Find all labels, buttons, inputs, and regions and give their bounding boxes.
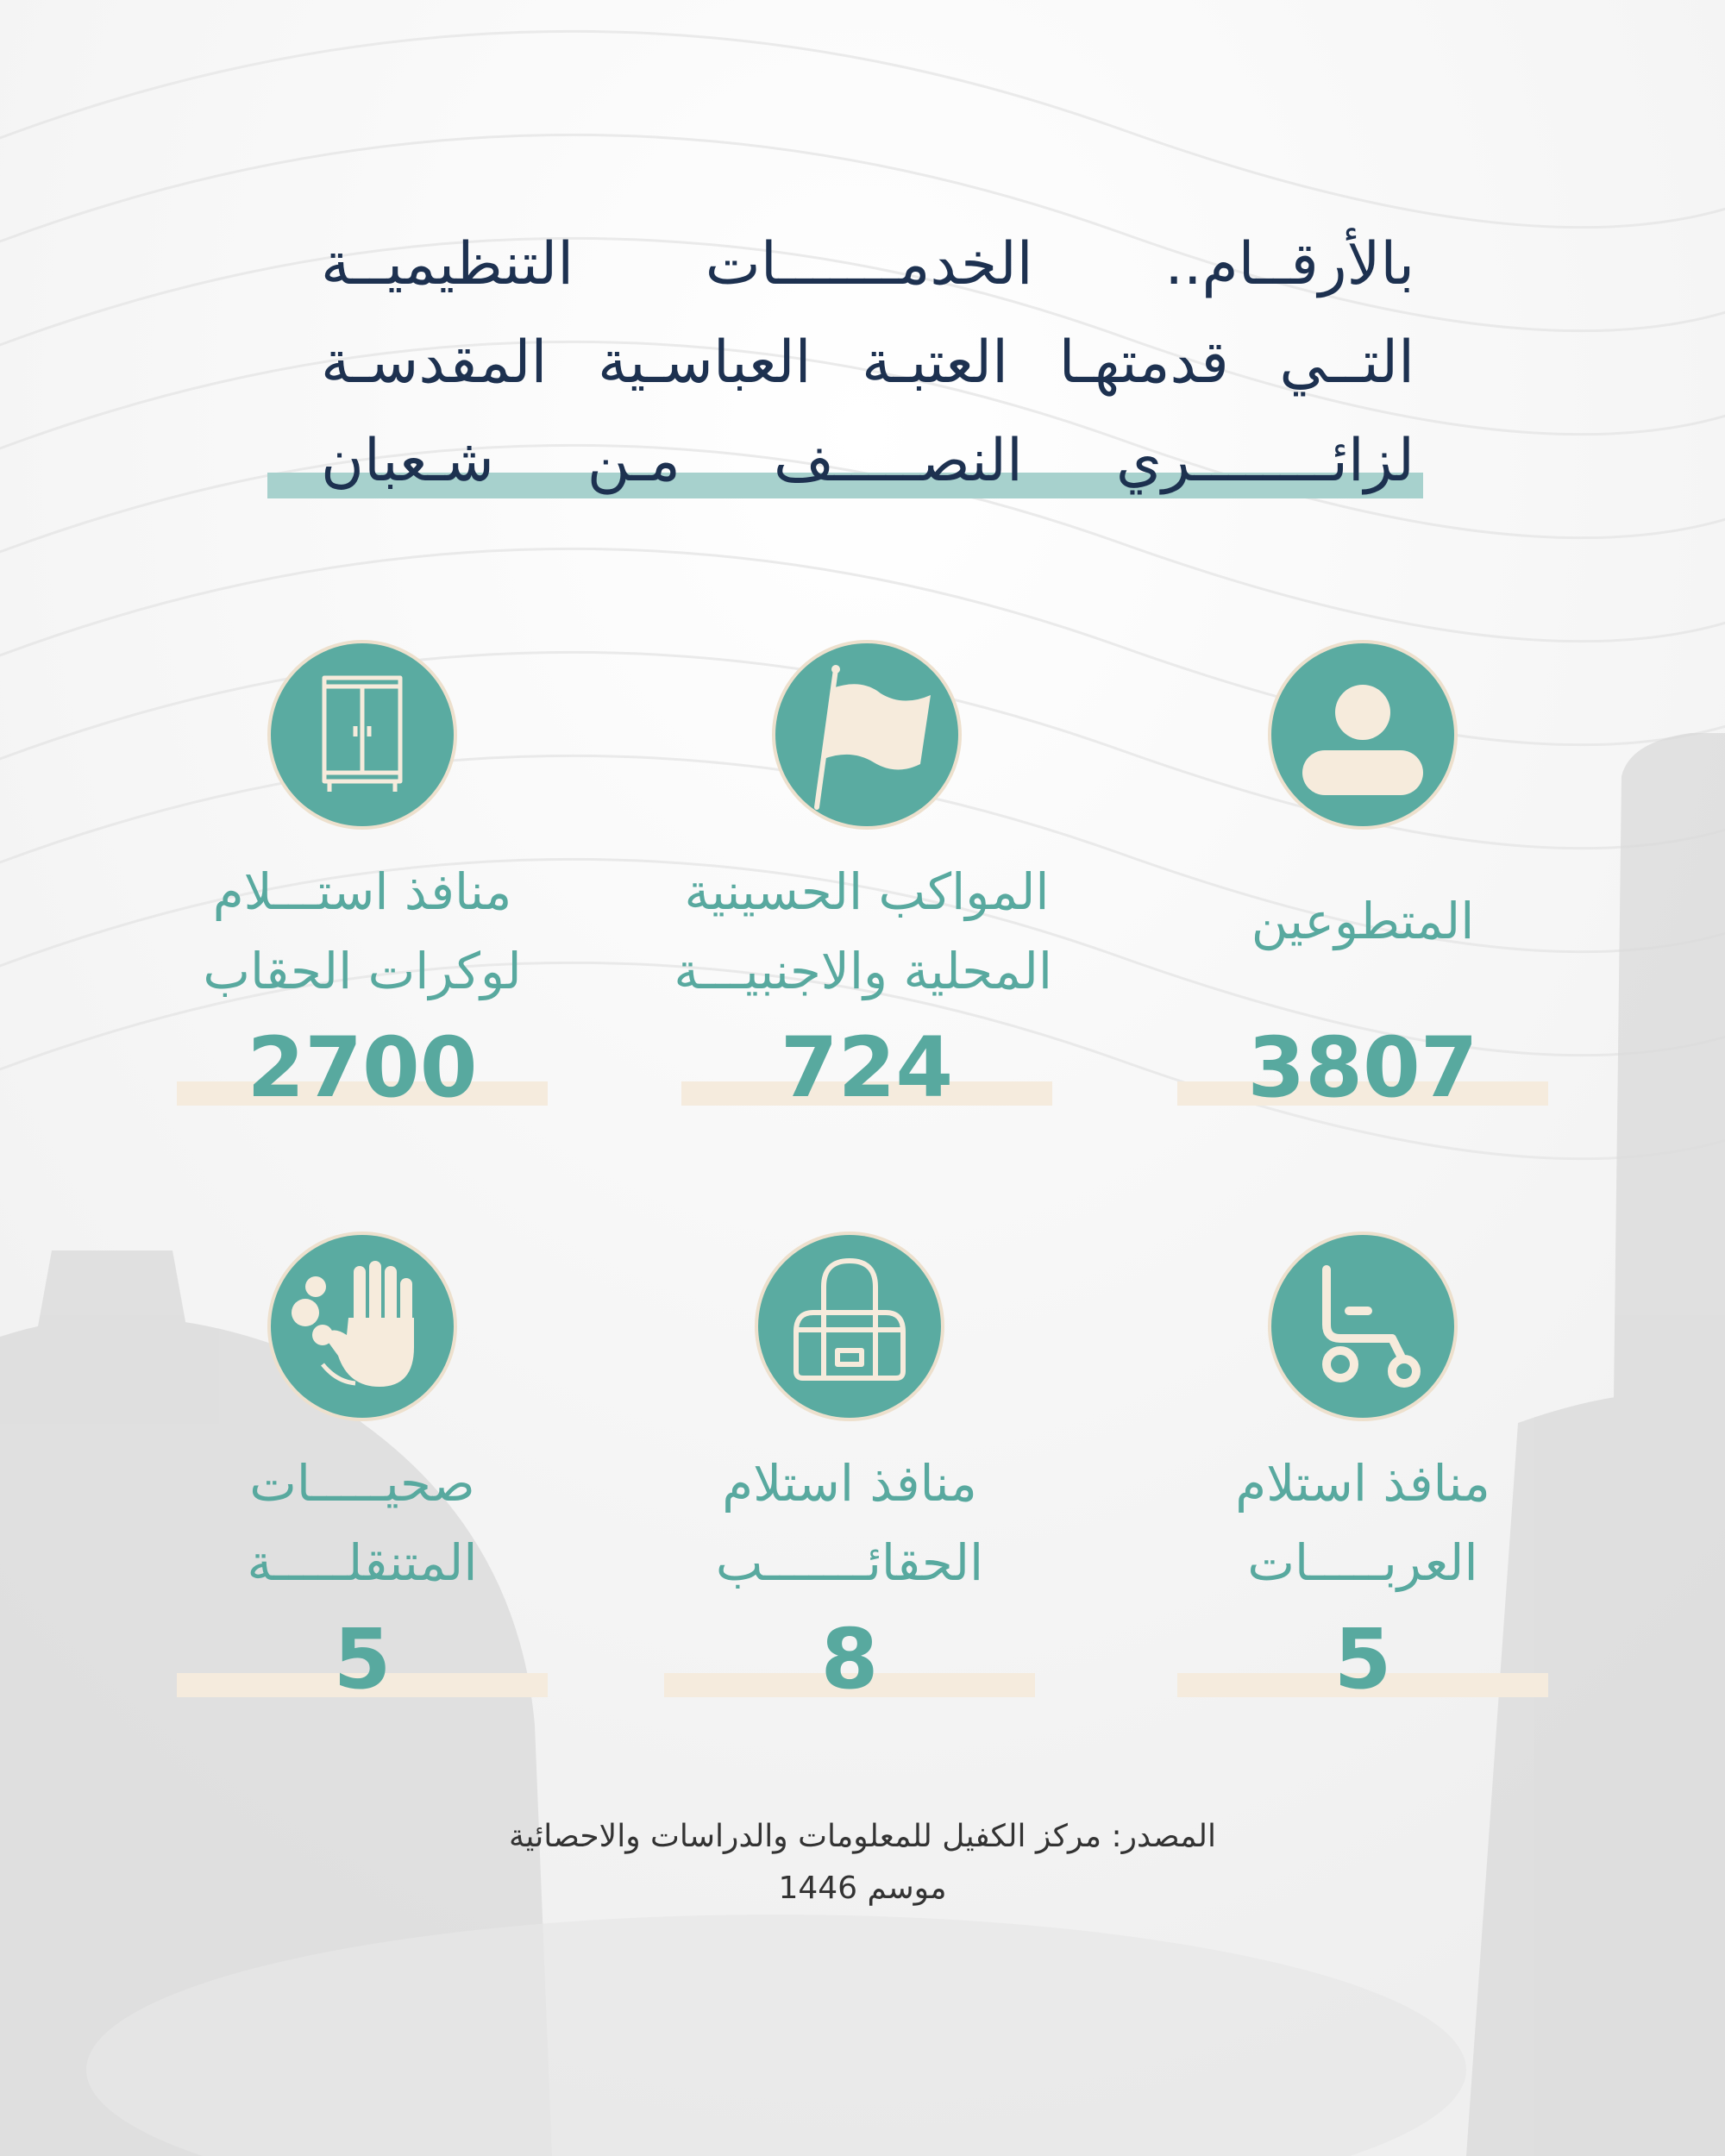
stat-label-line: المواكب الحسينية xyxy=(684,862,1050,921)
stat-label-line: منافذ استلام xyxy=(722,1454,977,1513)
bag-icon xyxy=(758,1235,941,1418)
stat-label-line: منافذ استـــلام xyxy=(212,862,512,921)
title-line-2: التــي قدمتهـا العتبـة العباسـية المقدسـة xyxy=(321,329,1414,397)
stat-label-line: المتنقلـــــة xyxy=(247,1533,478,1592)
title-line-1: بالأرقــام.. الخدمـــــــات التنظيميــة xyxy=(321,230,1414,298)
handwash-icon xyxy=(271,1235,454,1418)
stat-value: 724 xyxy=(780,1019,954,1116)
stat-value: 2700 xyxy=(247,1019,478,1116)
stat-label-line: منافذ استلام xyxy=(1235,1454,1490,1513)
source-line: المصدر: مركز الكفيل للمعلومات والدراسات والاحصائية xyxy=(509,1819,1216,1854)
season-line: موسم 1446 xyxy=(778,1871,947,1906)
stat-label-line: المتطوعين xyxy=(1251,892,1475,950)
stat-label-line: المحلية والاجنبيـــة xyxy=(674,942,1052,1000)
stat-label-line: العربـــــات xyxy=(1247,1533,1478,1592)
wheelchair-icon xyxy=(1271,1235,1454,1418)
title-line-3: لزائــــــــري النصـــــف مـن شـعبان xyxy=(321,427,1414,495)
header xyxy=(267,216,1423,511)
stat-label-line: صحيـــــات xyxy=(249,1454,475,1513)
stat-value: 5 xyxy=(1333,1611,1392,1708)
stat-label-line: الحقائـــــــب xyxy=(715,1533,984,1592)
stat-value: 3807 xyxy=(1247,1019,1478,1116)
stat-value: 5 xyxy=(333,1611,392,1708)
stat-value: 8 xyxy=(820,1611,879,1708)
stat-label-line: لوكرات الحقاب xyxy=(203,942,522,1000)
source-note xyxy=(345,1811,1380,1915)
